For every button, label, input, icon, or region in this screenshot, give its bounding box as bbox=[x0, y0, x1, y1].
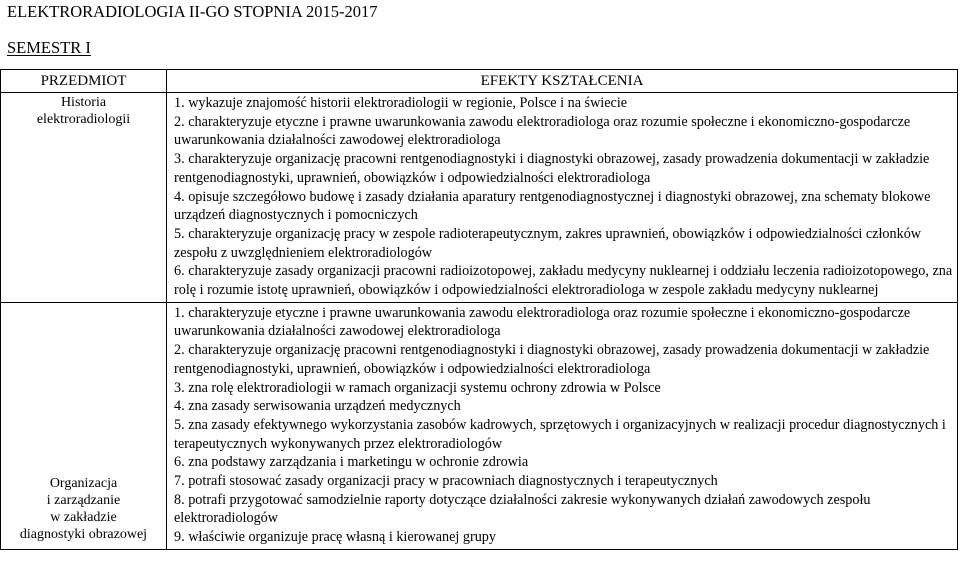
effect-item: 7. potrafi stosować zasady organizacji pracy w pracowniach diagnostycznych i terapeutycznych bbox=[174, 473, 718, 490]
effects-cell bbox=[167, 93, 958, 303]
subject-name-line: Historia bbox=[60, 95, 107, 110]
document-title: ELEKTRORADIOLOGIA II-GO STOPNIA 2015-2017 bbox=[7, 2, 378, 21]
effect-item: 3. charakteryzuje organizację pracowni rentgenodiagnostyki i diagnostyki obrazowej, zasady prowadzenia dokumentacji w zakładzie rentgenodiagnostyki, uprawnień, obowiązków i odpowiedzialności elektroradiologa bbox=[174, 151, 930, 186]
effect-item: 5. charakteryzuje organizację pracy w zespole radioterapeutycznym, zakres uprawnień, obowiązków i odpowiedzialności członków zespołu z uwzględnieniem elektroradiologów bbox=[174, 225, 922, 261]
subject-name-line: w zakładzie bbox=[50, 509, 117, 525]
subject-cell bbox=[1, 93, 167, 303]
table-row bbox=[1, 93, 958, 303]
effect-item: 6. charakteryzuje zasady organizacji pracowni radioizotopowej, zakładu medycyny nuklearnej i oddziału leczenia radioizotopowego, zna rolę i rozumie istotę uprawnień, obowiązków i odpowiedzialności elektroradiologa w zespole zakładu medycyny nuklearnej bbox=[174, 263, 953, 299]
subject-name-line: diagnostyki obrazowej bbox=[19, 526, 148, 542]
effects-column-header: EFEKTY KSZTAŁCENIA bbox=[167, 70, 958, 93]
table-header-row bbox=[1, 70, 958, 93]
subject-name-line: i zarządzanie bbox=[46, 492, 121, 508]
effect-item: 1. charakteryzuje etyczne i prawne uwarunkowania zawodu elektroradiologa oraz rozumie społeczne i ekonomiczno-gospodarcze uwarunkowania działalności zawodowej elektroradiologa bbox=[174, 304, 911, 340]
effect-item: 6. zna podstawy zarządzania i marketingu w ochronie zdrowia bbox=[174, 454, 529, 471]
effect-item: 9. właściwie organizuje pracę własną i kierowanej grupy bbox=[174, 529, 496, 546]
learning-outcomes-table bbox=[0, 69, 958, 550]
effects-cell bbox=[167, 302, 958, 549]
table-row bbox=[1, 302, 958, 549]
subject-name-line: elektroradiologii bbox=[36, 112, 131, 127]
effect-item: 2. charakteryzuje organizację pracowni rentgenodiagnostyki i diagnostyki obrazowej, zasady prowadzenia dokumentacji w zakładzie rentgenodiagnostyki, uprawnień, obowiązków i odpowiedzialności elektroradiologa bbox=[174, 342, 930, 377]
effect-item: 8. potrafi przygotować samodzielnie raporty dotyczące działalności zakresie wykonywanych działań zawodowych zespołu elektroradiologów bbox=[174, 491, 871, 527]
effect-item: 4. zna zasady serwisowania urządzeń medycznych bbox=[174, 398, 461, 415]
effect-item: 1. wykazuje znajomość historii elektroradiologii w regionie, Polsce i na świecie bbox=[174, 95, 628, 111]
subject-cell bbox=[1, 302, 167, 549]
subject-column-header: PRZEDMIOT bbox=[1, 70, 167, 93]
effect-item: 4. opisuje szczegółowo budowę i zasady działania aparatury rentgenodiagnostycznej i diagnostyki obrazowej, zna schematy blokowe urządzeń diagnostycznych i pomocniczych bbox=[174, 188, 931, 224]
effect-item: 5. zna zasady efektywnego wykorzystania zasobów kadrowych, sprzętowych i organizacyjnych w realizacji procedur diagnostycznych i terapeutycznych wykonywanych przez elektroradiologów bbox=[174, 416, 946, 452]
subject-name-line: Organizacja bbox=[49, 475, 118, 491]
effect-item: 2. charakteryzuje etyczne i prawne uwarunkowania zawodu elektroradiologa oraz rozumie społeczne i ekonomiczno-gospodarcze uwarunkowania działalności zawodowej elektroradiologa bbox=[174, 113, 911, 149]
semester-heading: SEMESTR I bbox=[7, 38, 91, 57]
effect-item: 3. zna rolę elektroradiologii w ramach organizacji systemu ochrony zdrowia w Polsce bbox=[174, 379, 661, 396]
